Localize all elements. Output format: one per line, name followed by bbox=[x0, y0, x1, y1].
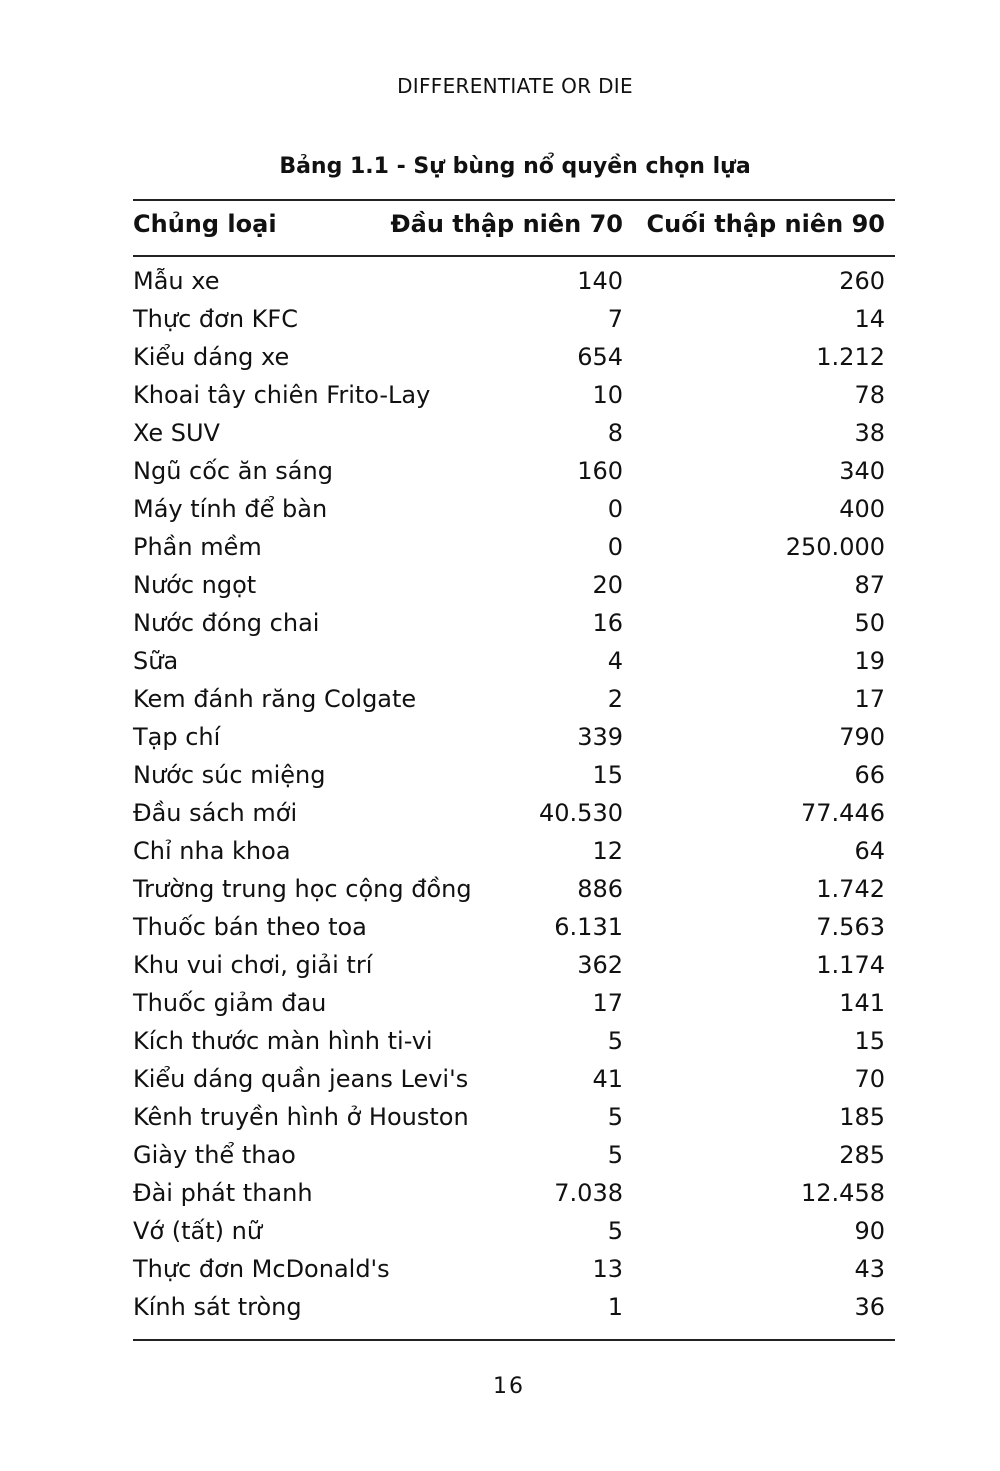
late-90s-cell: 90 bbox=[854, 1217, 885, 1245]
table-header-rule bbox=[133, 255, 895, 257]
table-row bbox=[133, 1217, 885, 1255]
category-cell: Máy tính để bàn bbox=[133, 495, 328, 523]
late-90s-cell: 43 bbox=[854, 1255, 885, 1283]
early-70s-cell: 15 bbox=[592, 761, 623, 789]
table-row bbox=[133, 457, 885, 495]
table-row bbox=[133, 1179, 885, 1217]
early-70s-cell: 5 bbox=[607, 1217, 623, 1245]
late-90s-cell: 185 bbox=[839, 1103, 885, 1131]
table-row bbox=[133, 989, 885, 1027]
category-cell: Phần mềm bbox=[133, 533, 262, 561]
category-cell: Giày thể thao bbox=[133, 1141, 296, 1169]
early-70s-cell: 160 bbox=[577, 457, 623, 485]
page-number: 16 bbox=[493, 1374, 525, 1399]
early-70s-cell: 654 bbox=[577, 343, 623, 371]
header-early-70s: Đầu thập niên 70 bbox=[390, 210, 623, 238]
early-70s-cell: 140 bbox=[577, 267, 623, 295]
early-70s-cell: 0 bbox=[607, 495, 623, 523]
table-bottom-rule bbox=[133, 1339, 895, 1341]
category-cell: Nước ngọt bbox=[133, 571, 257, 599]
early-70s-cell: 886 bbox=[577, 875, 623, 903]
header-category: Chủng loại bbox=[133, 210, 277, 238]
table-row bbox=[133, 305, 885, 343]
table-header bbox=[133, 210, 885, 246]
early-70s-cell: 16 bbox=[592, 609, 623, 637]
category-cell: Thực đơn McDonald's bbox=[133, 1255, 390, 1283]
early-70s-cell: 8 bbox=[607, 419, 623, 447]
early-70s-cell: 10 bbox=[592, 381, 623, 409]
table-row bbox=[133, 1027, 885, 1065]
category-cell: Ngũ cốc ăn sáng bbox=[133, 457, 333, 485]
late-90s-cell: 14 bbox=[854, 305, 885, 333]
early-70s-cell: 13 bbox=[592, 1255, 623, 1283]
early-70s-cell: 362 bbox=[577, 951, 623, 979]
table-row bbox=[133, 647, 885, 685]
category-cell: Nước súc miệng bbox=[133, 761, 326, 789]
table-body bbox=[133, 267, 885, 1331]
late-90s-cell: 260 bbox=[839, 267, 885, 295]
table-row bbox=[133, 875, 885, 913]
category-cell: Thực đơn KFC bbox=[133, 305, 298, 333]
late-90s-cell: 77.446 bbox=[801, 799, 885, 827]
early-70s-cell: 20 bbox=[592, 571, 623, 599]
early-70s-cell: 5 bbox=[607, 1141, 623, 1169]
late-90s-cell: 141 bbox=[839, 989, 885, 1017]
category-cell: Thuốc bán theo toa bbox=[133, 913, 367, 941]
category-cell: Kem đánh răng Colgate bbox=[133, 685, 417, 713]
early-70s-cell: 41 bbox=[592, 1065, 623, 1093]
table-row bbox=[133, 533, 885, 571]
table-row bbox=[133, 685, 885, 723]
early-70s-cell: 5 bbox=[607, 1103, 623, 1131]
running-header: DIFFERENTIATE OR DIE bbox=[397, 74, 633, 98]
early-70s-cell: 2 bbox=[607, 685, 623, 713]
late-90s-cell: 1.212 bbox=[816, 343, 885, 371]
header-late-90s: Cuối thập niên 90 bbox=[646, 210, 885, 238]
early-70s-cell: 40.530 bbox=[539, 799, 623, 827]
table-row bbox=[133, 1293, 885, 1331]
table-row bbox=[133, 343, 885, 381]
table-row bbox=[133, 419, 885, 457]
early-70s-cell: 12 bbox=[592, 837, 623, 865]
late-90s-cell: 38 bbox=[854, 419, 885, 447]
early-70s-cell: 1 bbox=[607, 1293, 623, 1321]
early-70s-cell: 339 bbox=[577, 723, 623, 751]
category-cell: Chỉ nha khoa bbox=[133, 837, 291, 865]
category-cell: Mẫu xe bbox=[133, 267, 220, 295]
category-cell: Kiểu dáng quần jeans Levi's bbox=[133, 1065, 469, 1093]
late-90s-cell: 50 bbox=[854, 609, 885, 637]
early-70s-cell: 0 bbox=[607, 533, 623, 561]
category-cell: Kiểu dáng xe bbox=[133, 343, 290, 371]
table-row bbox=[133, 913, 885, 951]
table-row bbox=[133, 951, 885, 989]
late-90s-cell: 1.742 bbox=[816, 875, 885, 903]
table-row bbox=[133, 1255, 885, 1293]
category-cell: Nước đóng chai bbox=[133, 609, 320, 637]
late-90s-cell: 19 bbox=[854, 647, 885, 675]
table-row bbox=[133, 1103, 885, 1141]
table-row bbox=[133, 837, 885, 875]
early-70s-cell: 7.038 bbox=[554, 1179, 623, 1207]
table-row bbox=[133, 799, 885, 837]
late-90s-cell: 66 bbox=[854, 761, 885, 789]
table-row bbox=[133, 571, 885, 609]
early-70s-cell: 6.131 bbox=[554, 913, 623, 941]
table-top-rule bbox=[133, 199, 895, 201]
early-70s-cell: 4 bbox=[607, 647, 623, 675]
late-90s-cell: 70 bbox=[854, 1065, 885, 1093]
category-cell: Trường trung học cộng đồng bbox=[133, 875, 472, 903]
early-70s-cell: 17 bbox=[592, 989, 623, 1017]
table-row bbox=[133, 1141, 885, 1179]
late-90s-cell: 340 bbox=[839, 457, 885, 485]
category-cell: Khoai tây chiên Frito-Lay bbox=[133, 381, 431, 409]
late-90s-cell: 400 bbox=[839, 495, 885, 523]
late-90s-cell: 285 bbox=[839, 1141, 885, 1169]
late-90s-cell: 15 bbox=[854, 1027, 885, 1055]
late-90s-cell: 1.174 bbox=[816, 951, 885, 979]
late-90s-cell: 7.563 bbox=[816, 913, 885, 941]
category-cell: Xe SUV bbox=[133, 419, 220, 447]
category-cell: Khu vui chơi, giải trí bbox=[133, 951, 373, 979]
category-cell: Đài phát thanh bbox=[133, 1179, 313, 1207]
table-row bbox=[133, 1065, 885, 1103]
table-row bbox=[133, 495, 885, 533]
category-cell: Tạp chí bbox=[133, 723, 221, 751]
category-cell: Sữa bbox=[133, 647, 179, 675]
late-90s-cell: 12.458 bbox=[801, 1179, 885, 1207]
category-cell: Kích thước màn hình ti-vi bbox=[133, 1027, 433, 1055]
table-row bbox=[133, 267, 885, 305]
late-90s-cell: 78 bbox=[854, 381, 885, 409]
early-70s-cell: 5 bbox=[607, 1027, 623, 1055]
late-90s-cell: 36 bbox=[854, 1293, 885, 1321]
late-90s-cell: 790 bbox=[839, 723, 885, 751]
early-70s-cell: 7 bbox=[607, 305, 623, 333]
category-cell: Thuốc giảm đau bbox=[133, 989, 327, 1017]
category-cell: Vớ (tất) nữ bbox=[133, 1217, 263, 1245]
category-cell: Kính sát tròng bbox=[133, 1293, 302, 1321]
table-row bbox=[133, 761, 885, 799]
table-row bbox=[133, 381, 885, 419]
category-cell: Kênh truyền hình ở Houston bbox=[133, 1103, 469, 1131]
table-caption: Bảng 1.1 - Sự bùng nổ quyền chọn lựa bbox=[279, 154, 751, 179]
late-90s-cell: 87 bbox=[854, 571, 885, 599]
late-90s-cell: 64 bbox=[854, 837, 885, 865]
category-cell: Đầu sách mới bbox=[133, 799, 298, 827]
late-90s-cell: 250.000 bbox=[785, 533, 885, 561]
table-row bbox=[133, 723, 885, 761]
late-90s-cell: 17 bbox=[854, 685, 885, 713]
table-row bbox=[133, 609, 885, 647]
